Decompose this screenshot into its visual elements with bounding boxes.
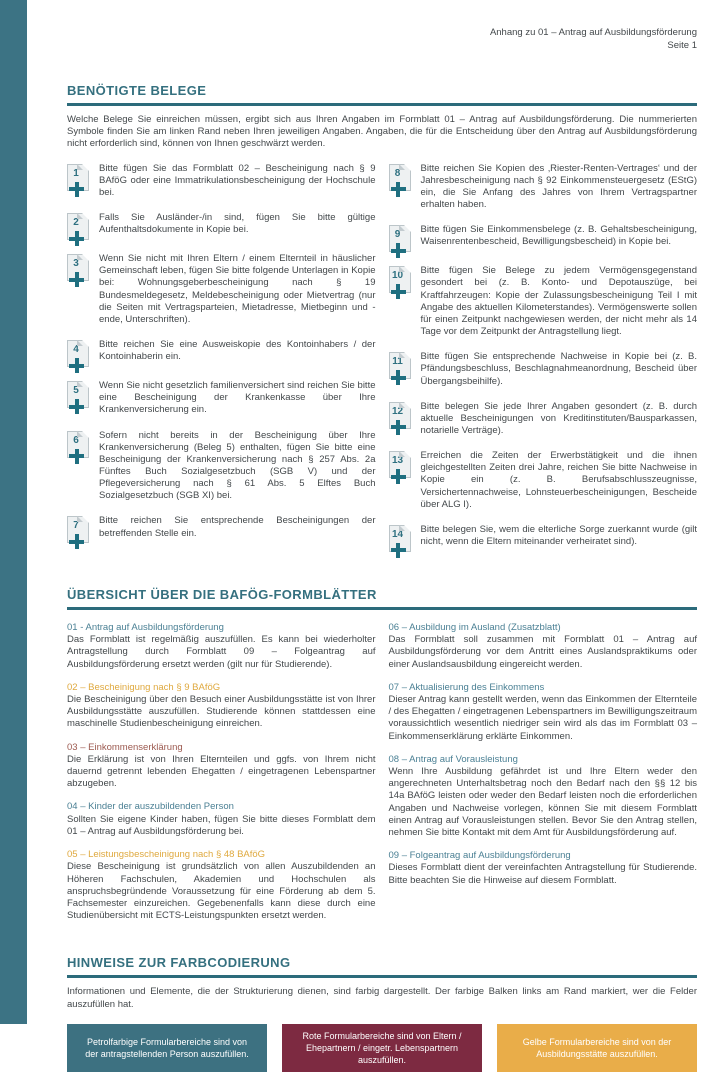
beleg-text: Wenn Sie nicht gesetzlich familienversichert sind reichen Sie bitte eine Bescheinigung der Krankenkasse über Ihre Krankenversicherung ein.: [99, 380, 376, 416]
beleg-item-1: [67, 163, 376, 199]
beleg-number: 14: [391, 528, 404, 540]
beleg-item-13: [389, 450, 698, 511]
form-entry-05: [67, 849, 376, 922]
form-description: Die Bescheinigung über den Besuch einer Ausbildungsstätte ist von Ihrer Ausbildungsstätte auszufüllen. Studierende können stattdessen eine maschinelle Studienbescheinigung einreichen.: [67, 694, 376, 730]
beleg-text: Bitte belegen Sie jede Ihrer Angaben gesondert (z. B. durch aktuelle Bescheinigungen von Kreditinstituten/Bausparkassen, notarielle Verträge).: [420, 400, 697, 436]
plus-icon: [69, 534, 84, 549]
beleg-item-8: [389, 163, 698, 212]
section-title-benoetigte-belege: BENÖTIGTE BELEGE: [67, 83, 697, 106]
section-title-formblaetter: ÜBERSICHT ÜBER DIE BAFÖG-FORMBLÄTTER: [67, 587, 697, 610]
document-plus-icon: [67, 340, 89, 367]
plus-icon: [69, 182, 84, 197]
form-description: Wenn Ihre Ausbildung gefährdet ist und Ihre Eltern weder den angerechneten Unterhaltsbetrag noch den Bedarf nach den §§ 12 bis 14a BAföG leisten oder weder den Bedarf leisten noch die erforderlichen Angaben und Nachweise vorlegen, können Sie mit diesem Formblatt einen Antrag auf Vorausleistungen stellen. Bevor Sie den Antrag stellen, nehmen Sie bitte Kontakt mit dem Amt für Ausbildungsförderung auf.: [388, 766, 697, 838]
legend-text: Petrolfarbige Formularbereiche sind von der antragstellenden Person auszufüllen.: [85, 1036, 249, 1060]
form-label: 01 - Antrag auf Ausbildungsförderung: [67, 621, 224, 633]
header-page-number: Seite 1: [667, 39, 697, 51]
legend-box-petrol: [67, 1024, 267, 1072]
form-label: 05 – Leistungsbescheinigung nach § 48 BAföG: [67, 849, 266, 861]
beleg-number: 10: [391, 270, 404, 282]
beleg-text: Erreichen die Zeiten der Erwerbstätigkeit und die ihnen gleichgestellten Zeiten drei Jahre, reichen Sie bitte Nachweise in Kopie ein (z. B. Berufsabschlusszeugnisse, Versichertennachweise, Lohnsteuerbescheinigungen, Bescheide über ALG I).: [420, 450, 697, 510]
plus-icon: [69, 358, 84, 373]
plus-icon: [391, 370, 406, 385]
beleg-item-4: [67, 339, 376, 367]
plus-icon: [69, 272, 84, 287]
form-entry-08: [389, 754, 698, 839]
document-plus-icon: [389, 225, 411, 252]
document-plus-icon: [389, 352, 411, 379]
form-description: Die Erklärung ist von Ihren Elternteilen und ggfs. von Ihrem nicht dauernd getrennt lebenden Ehegatten / eingetragenen Lebenspartner abzugeben.: [67, 753, 376, 790]
form-entry-09: [389, 850, 698, 887]
beleg-text: Bitte fügen Sie entsprechende Nachweise in Kopie bei (z. B. Pfändungsbeschluss, Beschlagnahmeanordnung, Bescheid über Übergangsbeihilfe).: [420, 351, 697, 387]
petrol-margin-bar: [0, 0, 27, 1024]
form-label: 08 – Antrag auf Vorausleistung: [388, 753, 518, 765]
form-label: 02 – Bescheinigung nach § 9 BAföG: [67, 681, 221, 693]
formblaetter-columns: [67, 622, 697, 933]
document-plus-icon: [389, 266, 411, 293]
legend-text: Rote Formularbereiche sind von Eltern / Ehepartnern / eingetr. Lebenspartnern auszufüllen.: [302, 1030, 462, 1066]
belege-intro-paragraph: Welche Belege Sie einreichen müssen, ergibt sich aus Ihren Angaben im Formblatt 01 – Antrag auf Ausbildungsförderung. Die nummerierten Symbole finden Sie am linken Rand neben Ihren jeweiligen Angaben. Angaben, die für die Entscheidung über den Antrag auf Ausbildungsförderung nicht erforderlich sind, können von Ihnen geschwärzt werden.: [67, 113, 697, 150]
beleg-number: 2: [73, 217, 79, 229]
form-label: 03 – Einkommenserklärung: [67, 741, 183, 753]
plus-icon: [391, 243, 406, 258]
beleg-text: Bitte reichen Sie Kopien des ‚Riester-Renten-Vertrages‘ und der Jahresbescheinigung nach § 92 Einkommensteuergesetz (EStG) ein, die Sie Anfang des Jahres von Ihrem Vertragspartner erhalten haben.: [420, 162, 697, 211]
beleg-number: 12: [391, 405, 404, 417]
beleg-text: Bitte fügen Sie Belege zu jedem Vermögensgegenstand gesondert bei (z. B. Konto- und Depotauszüge, bei Kraftfahrzeugen: Kopie der Zulassungsbescheinigung Teil I mit Angabe des aktuellen Kilometerstandes). Vermögenswerte sollen für einen Zeitpunkt nachgewiesen werden, der nicht mehr als 14 Tage vor dem Zeitpunkt der Antragstellung liegt.: [420, 265, 697, 338]
section-title-farbcodierung: HINWEISE ZUR FARBCODIERUNG: [67, 955, 697, 978]
form-entry-01: [67, 622, 376, 671]
form-description: Diese Bescheinigung ist grundsätzlich von allen Auszubildenden an Höheren Fachschulen, Akademien und Hochschulen als anspruchsbegründende Voraussetzung für eine Förderung ab dem 5. Fachsemester einzureichen. Gegebenenfalls kann diese durch eine Studienübersicht mit ECTS-Leistungspunkten ersetzt werden.: [67, 861, 376, 921]
form-description: Das Formblatt soll zusammen mit Formblatt 01 – Antrag auf Ausbildungsförderung vor dem Antritt eines Auslandspraktikums oder einer Auslandsausbildung eingereicht werden.: [388, 634, 697, 670]
beleg-text: Bitte reichen Sie entsprechende Bescheinigungen der betreffenden Stelle ein.: [99, 515, 376, 539]
document-plus-icon: [389, 164, 411, 191]
beleg-text: Sofern nicht bereits in der Bescheinigung über Ihre Krankenversicherung (Beleg 5) enthalten, fügen Sie bitte eine Bescheinigung der Krankenversicherung nach § 257 Abs. 2a Fünftes Buch Sozialgesetzbuch (SGB V) und der Pflegeversicherung nach § 61 Abs. 5 Elftes Buch Sozialgesetzbuch (SGB XI) bei.: [99, 429, 376, 502]
formblaetter-column-right: [389, 622, 698, 933]
beleg-number: 9: [394, 229, 401, 241]
beleg-number: 1: [73, 167, 79, 179]
form-entry-07: [389, 682, 698, 743]
belege-column-left: [67, 163, 376, 565]
beleg-number: 13: [391, 455, 404, 467]
plus-icon: [391, 182, 406, 197]
plus-icon: [391, 284, 406, 299]
plus-icon: [391, 543, 406, 558]
document-plus-icon: [389, 402, 411, 429]
beleg-text: Bitte reichen Sie eine Ausweiskopie des Kontoinhabers / der Kontoinhaberin ein.: [99, 339, 376, 363]
form-description: Sollten Sie eigene Kinder haben, fügen Sie bitte dieses Formblatt dem 01 – Antrag auf Ausbildungsförderung bei.: [67, 813, 376, 837]
document-plus-icon: [67, 213, 89, 240]
beleg-item-2: [67, 212, 376, 240]
beleg-item-5: [67, 380, 376, 416]
form-label: 04 – Kinder der auszubildenden Person: [67, 801, 234, 813]
form-label: 06 – Ausbildung im Ausland (Zusatzblatt): [388, 621, 561, 633]
beleg-number: 7: [73, 520, 79, 532]
form-entry-06: [389, 622, 698, 671]
document-plus-icon: [67, 164, 89, 191]
header-title: Anhang zu 01 – Antrag auf Ausbildungsförderung: [489, 27, 697, 38]
beleg-item-9: [389, 224, 698, 252]
document-header: [67, 27, 697, 53]
farbcodierung-intro-paragraph: Informationen und Elemente, die der Strukturierung dienen, sind farbig dargestellt. Der farbige Balken links am Rand markiert, wer die Felder auszufüllen hat.: [67, 986, 697, 1010]
legend-box-yellow: [497, 1024, 697, 1072]
form-description: Das Formblatt ist regelmäßig auszufüllen. Es kann bei wiederholter Antragstellung durch Formblatt 09 – Folgeantrag auf Ausbildungsförderung ersetzt werden (gilt nur für Studierende).: [67, 634, 376, 670]
beleg-item-14: [389, 524, 698, 552]
beleg-number: 3: [73, 258, 79, 270]
belege-columns: [67, 163, 697, 565]
beleg-number: 5: [73, 385, 79, 397]
beleg-item-10: [389, 265, 698, 338]
beleg-number: 4: [73, 344, 79, 356]
form-description: Dieser Antrag kann gestellt werden, wenn das Einkommen der Elternteile / des Ehegatten / eingetragenen Lebenspartners im Bewilligungszeitraum voraussichtlich wesentlich niedriger sein wird als das im Formblatt 03 – Einkommenserklärung erklärte Einkommen.: [388, 694, 697, 742]
form-entry-03: [67, 742, 376, 791]
beleg-text: Falls Sie Ausländer-/in sind, fügen Sie bitte gültige Aufenthaltsdokumente in Kopie bei.: [99, 212, 376, 236]
form-label: 07 – Aktualisierung des Einkommens: [388, 681, 545, 693]
document-plus-icon: [67, 516, 89, 543]
plus-icon: [69, 399, 84, 414]
beleg-text: Bitte fügen Sie das Formblatt 02 – Bescheinigung nach § 9 BAföG oder eine Immatrikulationsbescheinigung der Hochschule bei.: [99, 162, 376, 198]
beleg-number: 6: [73, 434, 79, 446]
beleg-item-3: [67, 253, 376, 326]
form-entry-04: [67, 801, 376, 838]
color-legend: [67, 1024, 697, 1072]
beleg-item-12: [389, 401, 698, 437]
beleg-item-6: [67, 430, 376, 503]
document-page: [27, 0, 724, 1066]
document-plus-icon: [389, 525, 411, 552]
beleg-text: Wenn Sie nicht mit Ihren Eltern / einem Elternteil in häuslicher Gemeinschaft leben, fügen Sie bitte folgende Unterlagen in Kopie bei: Wohnungsgeberbescheinigung nach § 19 Bundesmeldegesetz, Meldebescheinigung oder Mietvertrag (nur die Seiten mit Vertragsparteien, Mietadresse, Mietbeginn und -ende, Unterschriften).: [99, 253, 376, 325]
beleg-number: 8: [394, 167, 401, 179]
form-description: Dieses Formblatt dient der vereinfachten Antragstellung für Studierende. Bitte beachten Sie die Hinweise auf diesem Formblatt.: [388, 862, 697, 886]
plus-icon: [69, 449, 84, 464]
plus-icon: [391, 420, 406, 435]
beleg-text: Bitte belegen Sie, wem die elterliche Sorge zuerkannt wurde (gilt nicht, wenn die Eltern miteinander verheiratet sind).: [420, 523, 697, 548]
plus-icon: [391, 469, 406, 484]
legend-box-red: [282, 1024, 482, 1072]
document-plus-icon: [389, 451, 411, 478]
beleg-item-11: [389, 351, 698, 387]
legend-text: Gelbe Formularbereiche sind von der Ausbildungsstätte auszufüllen.: [522, 1036, 672, 1060]
form-entry-02: [67, 682, 376, 731]
belege-column-right: [389, 163, 698, 565]
document-plus-icon: [67, 381, 89, 408]
document-plus-icon: [67, 431, 89, 458]
plus-icon: [69, 231, 84, 246]
formblaetter-column-left: [67, 622, 376, 933]
document-plus-icon: [67, 254, 89, 281]
beleg-number: 11: [392, 356, 403, 368]
beleg-text: Bitte fügen Sie Einkommensbelege (z. B. Gehaltsbescheinigung, Waisenrentenbescheid, Bewilligungsbescheid) in Kopie bei.: [420, 224, 697, 248]
beleg-item-7: [67, 515, 376, 543]
form-label: 09 – Folgeantrag auf Ausbildungsförderung: [388, 850, 571, 861]
